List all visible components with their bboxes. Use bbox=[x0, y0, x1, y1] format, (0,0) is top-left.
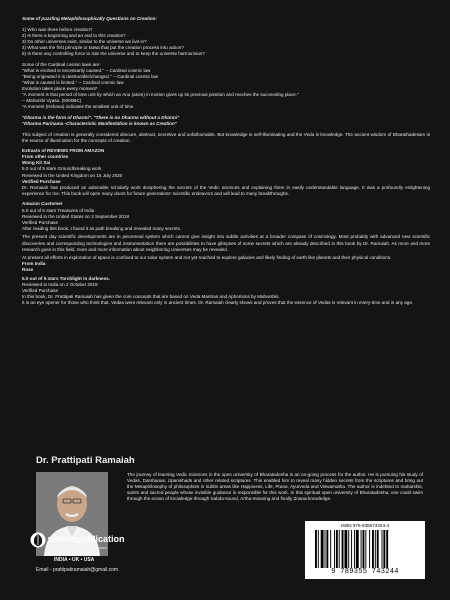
question-item: 4) What was the first principle or tatwa that put the creation process into action? bbox=[22, 44, 184, 50]
reviewer-name: Rose bbox=[22, 267, 34, 273]
publisher-countries: INDIA • UK • USA bbox=[54, 557, 95, 563]
review-verified: Verified Purchase bbox=[22, 178, 61, 184]
reviews-heading: Extracts of REVIEWS FROM AMAZON bbox=[22, 148, 105, 154]
review-verified: Verified Purchase bbox=[22, 288, 59, 294]
review-date: Reviewed in India on 2 October 2019 bbox=[22, 282, 98, 288]
laws-intro: Some of the Cardinal cosmic laws are: bbox=[22, 61, 101, 67]
review-date: Reviewed in the United Kingdom on 15 July 2020 bbox=[22, 172, 123, 178]
author-email: Email - prattipatiramaiah@gmail.com bbox=[36, 567, 119, 573]
law-item: *A moment (Kshana) indicates the smallest unit of time. bbox=[22, 104, 135, 110]
review-text: After reading this book, I found it as path breaking and revealed many secrets. bbox=[22, 225, 182, 231]
review-text: In this book, Dr. Prattipati Ramaiah has given the core concepts that are based on Veda Mantras and Aphorisms by Maharshis. bbox=[22, 294, 280, 300]
question-item: 1) Who was there before creation? bbox=[22, 26, 93, 32]
law-item: "What is caused is limited." -- Cardinal cosmic law bbox=[22, 79, 124, 85]
isbn-digits: 9 789355 743244 bbox=[331, 568, 399, 576]
quote-line: "Dharma is the form of Dharmi". "There is no Dharma without a Dharmi" bbox=[22, 114, 180, 120]
review-rating: 5.0 out of 5 stars Treasures of India bbox=[22, 207, 95, 213]
summary-paragraph: This subject of creation is generally considered obscure, abstract, secretive and unfathomable. But knowledge is self-illuminating and the Veda is knowledge. The ancient wisdom of Bharathadesam is the source of illumination for the concepts of creation. bbox=[22, 131, 430, 143]
law-item: "A moment is that period of time unit by which an Anu (atom) in motion gives up its previous position and reaches the succeeding place." bbox=[22, 92, 299, 98]
question-item: 3) Do other universes exist, similar to the universe we live in? bbox=[22, 38, 147, 44]
law-item: -- Maharshi Vyasa. (5000BC) bbox=[22, 98, 82, 104]
review-rating: 5.0 out of 5 stars Groundbreaking work bbox=[22, 166, 102, 172]
review-date: Reviewed in the United States on 2 September 2018 bbox=[22, 213, 129, 219]
law-item: "What is evolved is necessarily caused." -- Cardinal cosmic law bbox=[22, 67, 151, 73]
law-item: Evolution takes place every moment*. bbox=[22, 85, 99, 91]
author-bio: The journey of learning Vedic Sciences in the open university of Bharatadesha is an on-going process for the author. He is pursuing his study of Vedas, Darshanas, Upanishads and other related scriptures. This enabled him to reveal many hidden secrets from the scriptures and bring out the Metaphilosophy of philosophies in subtle areas like Happiness, Life, Prana, Ayurveda and Viswamatha. The author is indebted to maharshis, saints and sacred people whose invisible guidance is responsible for this work. In this spiritual open university of Bharatadesha, one could swim through the ocean of knowledge through Sabda-sound, Artha-meaning and finally Znana-knowledge. bbox=[127, 472, 423, 502]
reviewer-name: Amazon Customer bbox=[22, 201, 63, 207]
isbn-label: ISBN 978-935574324-4 bbox=[340, 523, 390, 528]
publisher-tld: .com bbox=[98, 545, 107, 550]
review-text: At present all efforts in exploration of space is confined to our solar system and not yet reached to explore galaxies and likely finding of earth like planets and their physical conditions. bbox=[22, 255, 392, 261]
review-text: It is an eye opener for those who think that, Vedas were relevant only in ancient times. Dr. Ramaiah clearly shows and proves that the essence of Vedas is relevant in every-time and in any age. bbox=[22, 300, 414, 306]
reviewer-name: Wong Kit Sai bbox=[22, 160, 51, 166]
back-cover-text bbox=[22, 16, 430, 306]
author-name: Dr. Prattipati Ramaiah bbox=[36, 455, 135, 466]
question-item: 5) Is there any controlling force to rule the universe and to keep the universe harmonious? bbox=[22, 50, 205, 56]
quote-line: "Dharma Parinama -Characteristic Manifestation is known as Creation" bbox=[22, 120, 177, 126]
publisher-name: walnutpublication bbox=[48, 534, 125, 544]
reviews-india-heading: From India bbox=[22, 261, 46, 267]
review-text: The present day scientific developments are in piecemeal system which cannot give insight into subtle activities at a broader compass of cosmology. Most probably with advanced new scientific discoveries and corresponding technologies and instrumentation there are possibilities to have glimpses of some secrets which are already described in this book by Dr. Ramaiah. As more and more research goes in this field, more and more information about neighboring Universes may be revealed. bbox=[22, 234, 430, 252]
publisher-block bbox=[28, 530, 158, 570]
question-item: 2) Is there a beginning and an end to this creation? bbox=[22, 32, 126, 38]
questions-heading: Some of puzzling Metaphilosophically Questions on Creation: bbox=[22, 16, 158, 21]
review-rating: 5.0 out of 5 stars Torchlight in darkness. bbox=[22, 275, 110, 281]
barcode-icon bbox=[315, 530, 415, 568]
reviews-subheading: From other countries bbox=[22, 154, 69, 160]
review-verified: Verified Purchase bbox=[22, 219, 59, 225]
law-item: "Being originated it is destructible/changed." -- Cardinal cosmic law bbox=[22, 73, 159, 79]
review-text: Dr. Ramaiah has produced an admirable scholarly work deciphering the secrets of the Vedic sciences and explaining them in easily understandable language. It was a profoundly enlightening experience for me. This book will open many doors for future generations' scientific endeavors and will lead to many breakthroughs. bbox=[22, 184, 430, 196]
walnut-logo-icon bbox=[30, 532, 46, 548]
isbn-barcode bbox=[305, 521, 425, 579]
